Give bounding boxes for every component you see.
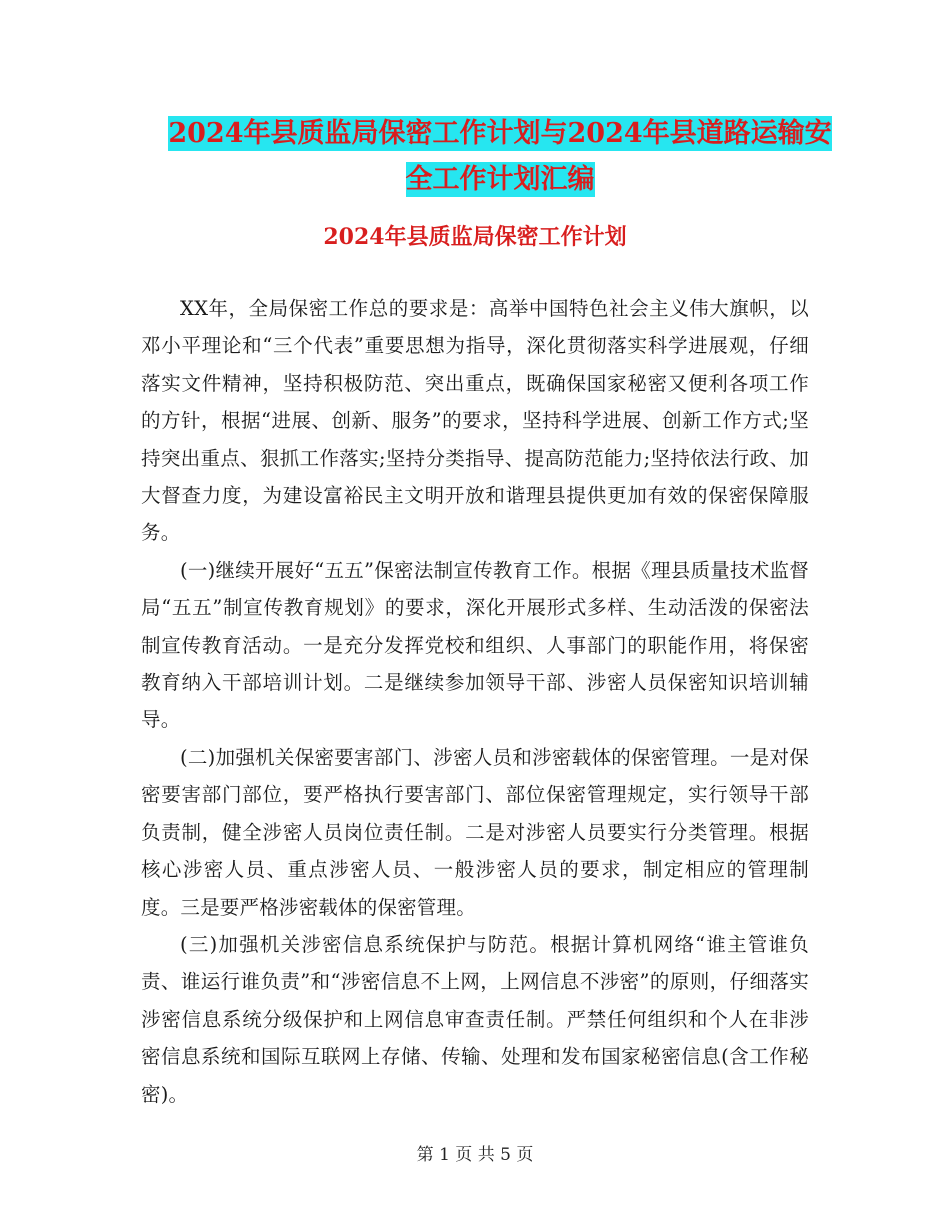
paragraph-item-2: (二)加强机关保密要害部门、涉密人员和涉密载体的保密管理。一是对保密要害部门部位，要严格执行要害部门、部位保密管理规定，实行领导干部负责制，健全涉密人员岗位责任制。二是对涉密人员要实行分类管理。根据核心涉密人员、重点涉密人员、一般涉密人员的要求，制定相应的管理制度。三是要严格涉密载体的保密管理。: [141, 745, 809, 919]
document-body: [141, 290, 809, 1113]
paragraph-intro: XX年，全局保密工作总的要求是：高举中国特色社会主义伟大旗帜，以邓小平理论和“三个代表”重要思想为指导，深化贯彻落实科学进展观，仔细落实文件精神，坚持积极防范、突出重点，既确保国家秘密又便利各项工作的方针，根据“进展、创新、服务”的要求，坚持科学进展、创新工作方式;坚持突出重点、狠抓工作落实;坚持分类指导、提高防范能力;坚持依法行政、加大督查力度，为建设富裕民主文明开放和谐理县提供更加有效的保密保障服务。: [141, 297, 809, 545]
paragraph-item-1: (一)继续开展好“五五”保密法制宣传教育工作。根据《理县质量技术监督局“五五”制宣传教育规划》的要求，深化开展形式多样、生动活泼的保密法制宣传教育活动。一是充分发挥党校和组织、人事部门的职能作用，将保密教育纳入干部培训计划。二是继续参加领导干部、涉密人员保密知识培训辅导。: [141, 558, 809, 732]
document-title: [140, 111, 860, 203]
section-title: 2024年县质监局保密工作计划: [323, 224, 627, 250]
document-title-line-1: 2024年县质监局保密工作计划与2024年县道路运输安: [168, 118, 832, 149]
page-footer: 第 1 页 共 5 页: [416, 1145, 534, 1165]
paragraph-item-3: (三)加强机关涉密信息系统保护与防范。根据计算机网络“谁主管谁负责、谁运行谁负责”和“涉密信息不上网，上网信息不涉密”的原则，仔细落实涉密信息系统分级保护和上网信息审查责任制。严禁任何组织和个人在非涉密信息系统和国际互联网上存储、传输、处理和发布国家秘密信息(含工作秘密)。: [141, 932, 809, 1106]
document-title-line-2: 全工作计划汇编: [405, 164, 595, 195]
